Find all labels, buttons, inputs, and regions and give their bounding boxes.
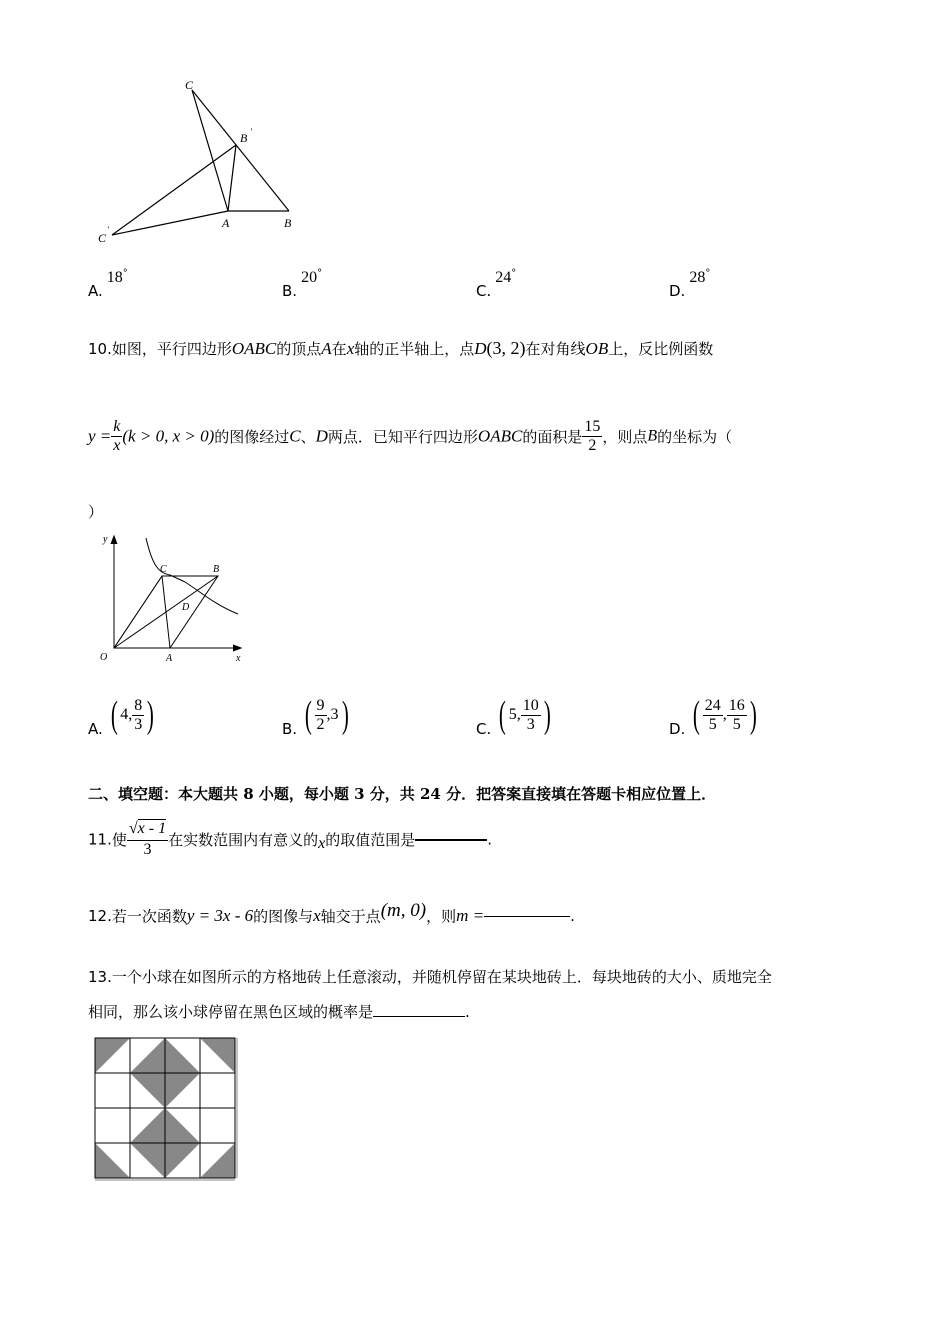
text: 若一次函数 [111,907,187,926]
math-x: x [318,834,326,852]
text: ，则 [426,907,457,926]
degree-sign: ° [511,268,517,279]
numerator: 15 [584,418,601,435]
radicand: x - 1 [137,820,167,837]
text: 、 [300,428,316,446]
fraction [727,697,747,734]
question-number: 11. [88,830,112,849]
option-letter: D. [669,282,686,300]
text: 轴交于点 [320,907,381,926]
denominator: 2 [316,715,325,733]
option-letter: D. [669,719,686,738]
text: . [465,1003,470,1021]
math-y-eq: y = [88,426,112,446]
denominator: 2 [588,437,597,454]
option-value: 24 [495,269,512,286]
degree-sign: ° [122,268,128,279]
answer-blank[interactable] [484,916,570,917]
q10-option-d: D. ( $\frac{24}{5}$ , $\frac{16}{5}$ ) [669,694,757,738]
text: 的坐标为（ [657,428,733,446]
math-c: C [289,426,301,446]
degree-sign: ° [317,268,323,279]
q10-line2 [88,418,732,455]
text: 的面积是 [522,428,583,446]
text: 上，反比例函数 [608,340,714,358]
coord-part: , [722,706,727,723]
text: 使 [111,831,127,849]
math-b: B [647,427,658,445]
numerator: 8 [134,696,143,714]
math-a: A [321,339,332,358]
answer-blank[interactable] [415,839,487,841]
label-C: C [160,564,167,575]
q9-figure [90,75,310,250]
text: 在实数范围内有意义的 [168,831,319,849]
text: 如图，平行四边形 [111,340,232,358]
math-d: D [474,339,487,358]
option-value: 20 [301,269,318,286]
prime-mark: ′ [250,127,252,137]
fraction-area [582,418,602,455]
math-m-eq: m = [456,906,485,925]
q9-option-a [88,268,128,300]
axis-label-x: x [236,653,241,664]
coord-part: 5, [508,706,521,723]
q10-figure [90,530,255,670]
fraction-sqrt [127,820,168,859]
text: 的取值范围是 [325,831,416,849]
fraction [315,697,327,734]
numerator: 10 [522,696,539,714]
label-O: O [100,652,108,663]
math-d-coord: (3, 2) [486,338,526,358]
math-point: (m, 0) [380,900,427,921]
label-C: C [185,78,194,92]
label-B: B [213,564,220,575]
text: 在 [331,340,347,358]
denominator: 3 [526,715,535,733]
text: 轴的正半轴上，点 [354,340,475,358]
denominator: 5 [708,715,717,733]
coord-part: 4, [120,706,133,723]
q10-option-c: C. ( 5, $\frac{10}{3}$ ) [476,694,551,738]
math-oabc: OABC [231,339,277,358]
text: 的顶点 [276,340,322,358]
label-B-prime: B [240,131,248,145]
math-equation: y = 3x - 6 [186,906,254,925]
math-oabc: OABC [477,426,523,446]
text: . [487,830,493,849]
text: ，则点 [602,428,648,446]
text: 在对角线 [525,340,586,358]
denominator: 5 [732,715,741,733]
section-heading: 二、填空题：本大题共 8 小题，每小题 3 分，共 24 分．把答案直接填在答题卡相应位置上． [88,785,717,803]
q9-option-c [476,268,517,300]
option-letter: A. [88,282,103,300]
question-number: 13. [88,968,112,986]
option-value: 28 [689,269,706,286]
question-number: 10. [88,340,112,358]
prime-mark: ′ [107,225,109,235]
numerator-sqrt: √x - 1 [127,820,168,841]
fraction [132,697,144,734]
option-letter: C. [476,719,492,738]
option-letter: B. [282,282,298,300]
q13-line2 [88,1001,470,1022]
math-ob: OB [585,339,609,358]
option-value: 18 [106,269,123,286]
question-number: 12. [88,907,112,925]
label-A: A [166,653,173,664]
math-x: x [346,339,355,358]
q11 [88,820,492,859]
numerator: 9 [316,696,325,714]
axis-label-y: y [103,534,108,545]
q10-option-a: A. ( 4, $\frac{8}{3}$ ) [88,694,155,738]
numerator: 16 [728,696,745,714]
text: . [570,907,575,925]
q10-line1 [88,338,713,359]
q12 [88,900,575,927]
fraction [703,697,723,734]
text: 相同，那么该小球停留在黑色区域的概率是 [88,1003,374,1021]
option-letter: B. [282,719,298,738]
answer-blank[interactable] [373,1016,465,1017]
coord-part: ,3 [326,706,339,723]
q10-close-paren: ） [88,503,104,521]
tile-grid-figure [94,1037,238,1183]
q13-line1 [88,966,772,987]
label-B: B [284,216,292,230]
math-x: x [313,906,321,925]
degree-sign: ° [705,268,711,279]
fraction-k-over-x [111,418,122,455]
option-letter: C. [476,282,492,300]
denominator: 3 [134,715,143,733]
numerator: k [113,418,121,435]
math-condition: (k > 0, x > 0) [122,426,215,446]
label-C-prime: C [98,231,107,245]
option-letter: A. [88,719,103,738]
numerator: 24 [704,696,721,714]
q9-option-b [282,268,323,300]
q10-option-b: B. ( $\frac{9}{2}$ ,3) [282,694,349,738]
denominator: x [113,437,121,454]
denominator: 3 [143,841,152,858]
q9-option-d [669,268,711,300]
label-D: D [182,602,190,613]
fraction [521,697,541,734]
text: 的图像经过 [214,428,290,446]
label-A: A [222,216,230,230]
text: 的图像与 [253,907,314,926]
text: 一个小球在如图所示的方格地砖上任意滚动，并随机停留在某块地砖上．每块地砖的大小、质地完全 [111,968,772,986]
math-d: D [315,426,328,446]
text: 两点．已知平行四边形 [327,428,478,446]
